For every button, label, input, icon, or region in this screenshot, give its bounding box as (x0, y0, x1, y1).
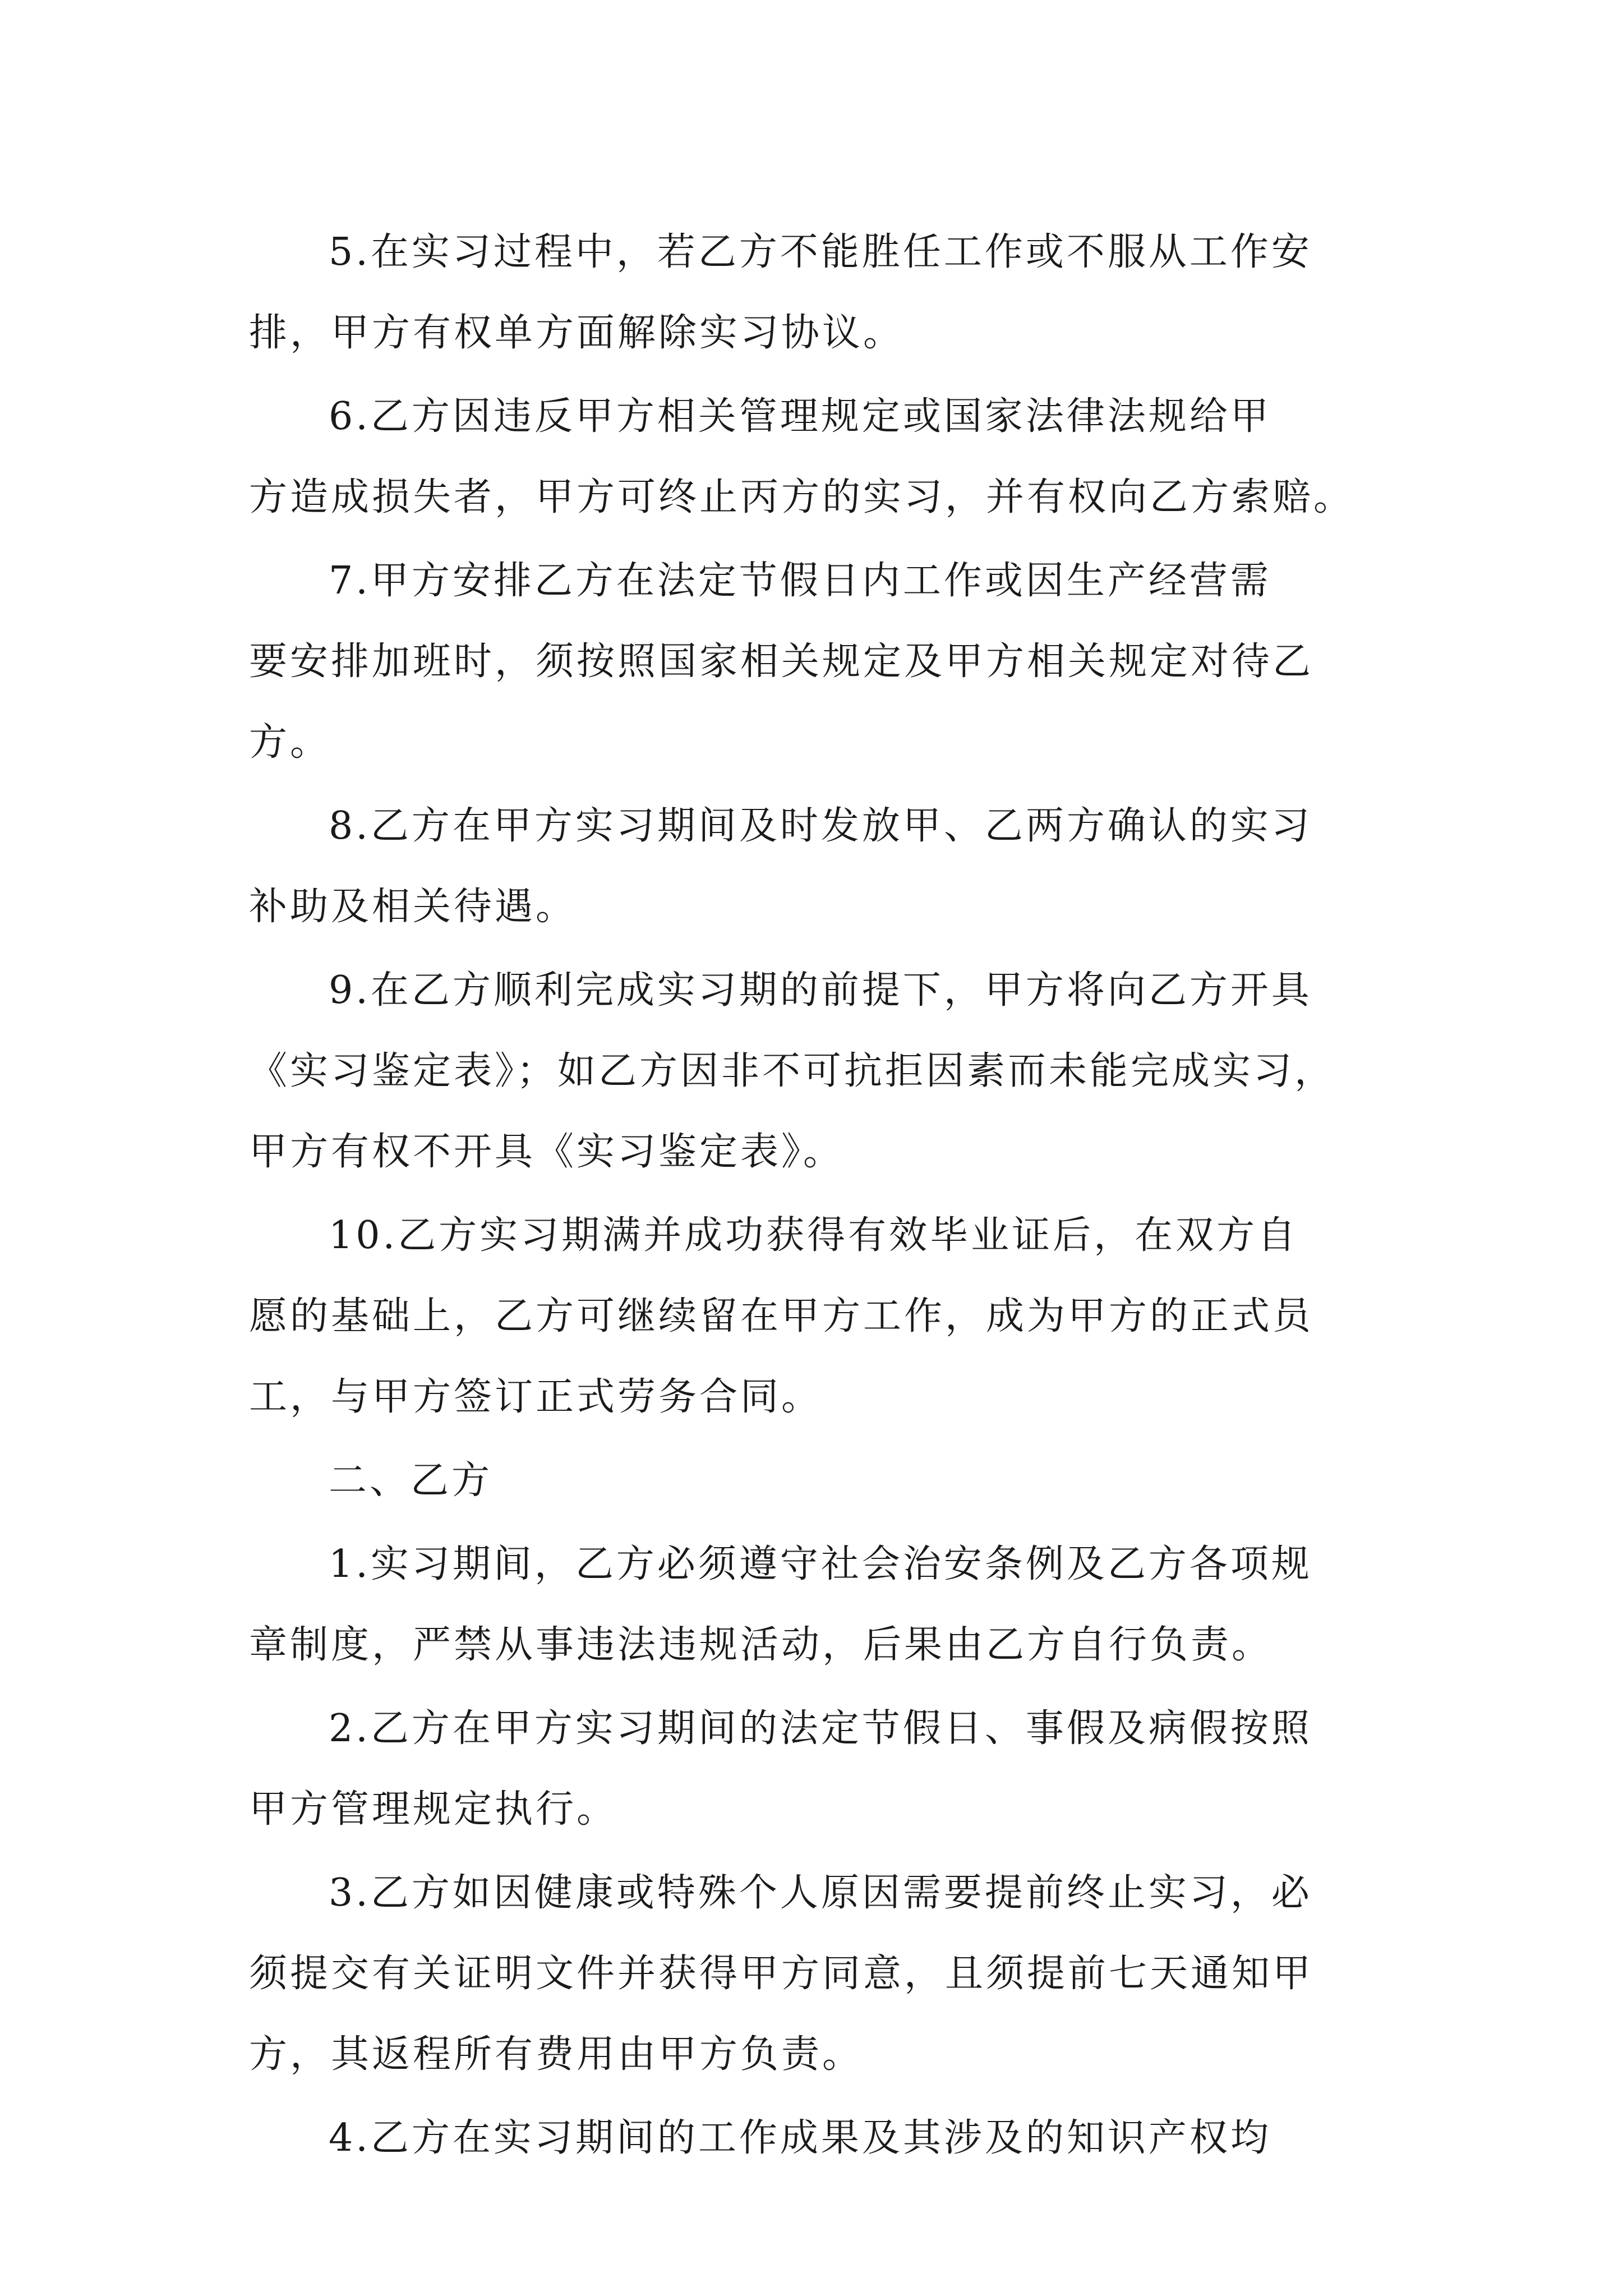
paragraph-line: 《实习鉴定表》；如乙方因非不可抗拒因素而未能完成实习， (249, 1049, 1336, 1093)
paragraph-line: 8.乙方在甲方实习期间及时发放甲、乙两方确认的实习 (329, 804, 1312, 848)
party-b-clause-1 (249, 1524, 1376, 1686)
party-b-clause-4 (249, 2098, 1376, 2179)
paragraph-line: 5.在实习过程中，若乙方不能胜任工作或不服从工作安 (329, 230, 1312, 274)
clause-paragraph-9 (249, 950, 1376, 1193)
paragraph-line: 方。 (249, 720, 331, 765)
paragraph-line: 工，与甲方签订正式劳务合同。 (249, 1375, 823, 1419)
paragraph-line: 须提交有关证明文件并获得甲方同意，且须提前七天通知甲 (249, 1952, 1314, 1996)
paragraph-line: 7.甲方安排乙方在法定节假日内工作或因生产经营需 (329, 559, 1271, 603)
section-heading-party-b (249, 1441, 1376, 1521)
clause-paragraph-10 (249, 1195, 1376, 1438)
paragraph-line: 补助及相关待遇。 (249, 885, 577, 929)
clause-paragraph-6 (249, 376, 1376, 538)
paragraph-line: 章制度，严禁从事违法违规活动，后果由乙方自行负责。 (249, 1623, 1273, 1667)
clause-paragraph-7 (249, 541, 1376, 783)
paragraph-line: 方造成损失者，甲方可终止丙方的实习，并有权向乙方索赔。 (249, 475, 1355, 519)
party-b-clause-3 (249, 1853, 1376, 2095)
paragraph-line: 4.乙方在实习期间的工作成果及其涉及的知识产权均 (329, 2116, 1271, 2160)
paragraph-line: 愿的基础上，乙方可继续留在甲方工作，成为甲方的正式员 (249, 1294, 1314, 1338)
paragraph-line: 甲方管理规定执行。 (249, 1787, 618, 1832)
clause-paragraph-5 (249, 212, 1376, 374)
party-b-clause-2 (249, 1688, 1376, 1850)
paragraph-line: 1.实习期间，乙方必须遵守社会治安条例及乙方各项规 (329, 1542, 1312, 1586)
paragraph-line: 排，甲方有权单方面解除实习协议。 (249, 311, 905, 355)
paragraph-line: 10.乙方实习期满并成功获得有效毕业证后，在双方自 (329, 1213, 1299, 1258)
section-heading-text: 二、乙方 (329, 1458, 493, 1503)
document-body (249, 212, 1376, 2182)
paragraph-line: 方，其返程所有费用由甲方负责。 (249, 2032, 864, 2077)
paragraph-line: 3.乙方如因健康或特殊个人原因需要提前终止实习，必 (329, 1871, 1312, 1915)
paragraph-line: 甲方有权不开具《实习鉴定表》。 (249, 1130, 845, 1174)
paragraph-line: 6.乙方因违反甲方相关管理规定或国家法律法规给甲 (329, 394, 1271, 439)
paragraph-line: 2.乙方在甲方实习期间的法定节假日、事假及病假按照 (329, 1706, 1312, 1751)
paragraph-line: 要安排加班时，须按照国家相关规定及甲方相关规定对待乙 (249, 639, 1314, 684)
clause-paragraph-8 (249, 786, 1376, 947)
paragraph-line: 9.在乙方顺利完成实习期的前提下，甲方将向乙方开具 (329, 968, 1312, 1013)
